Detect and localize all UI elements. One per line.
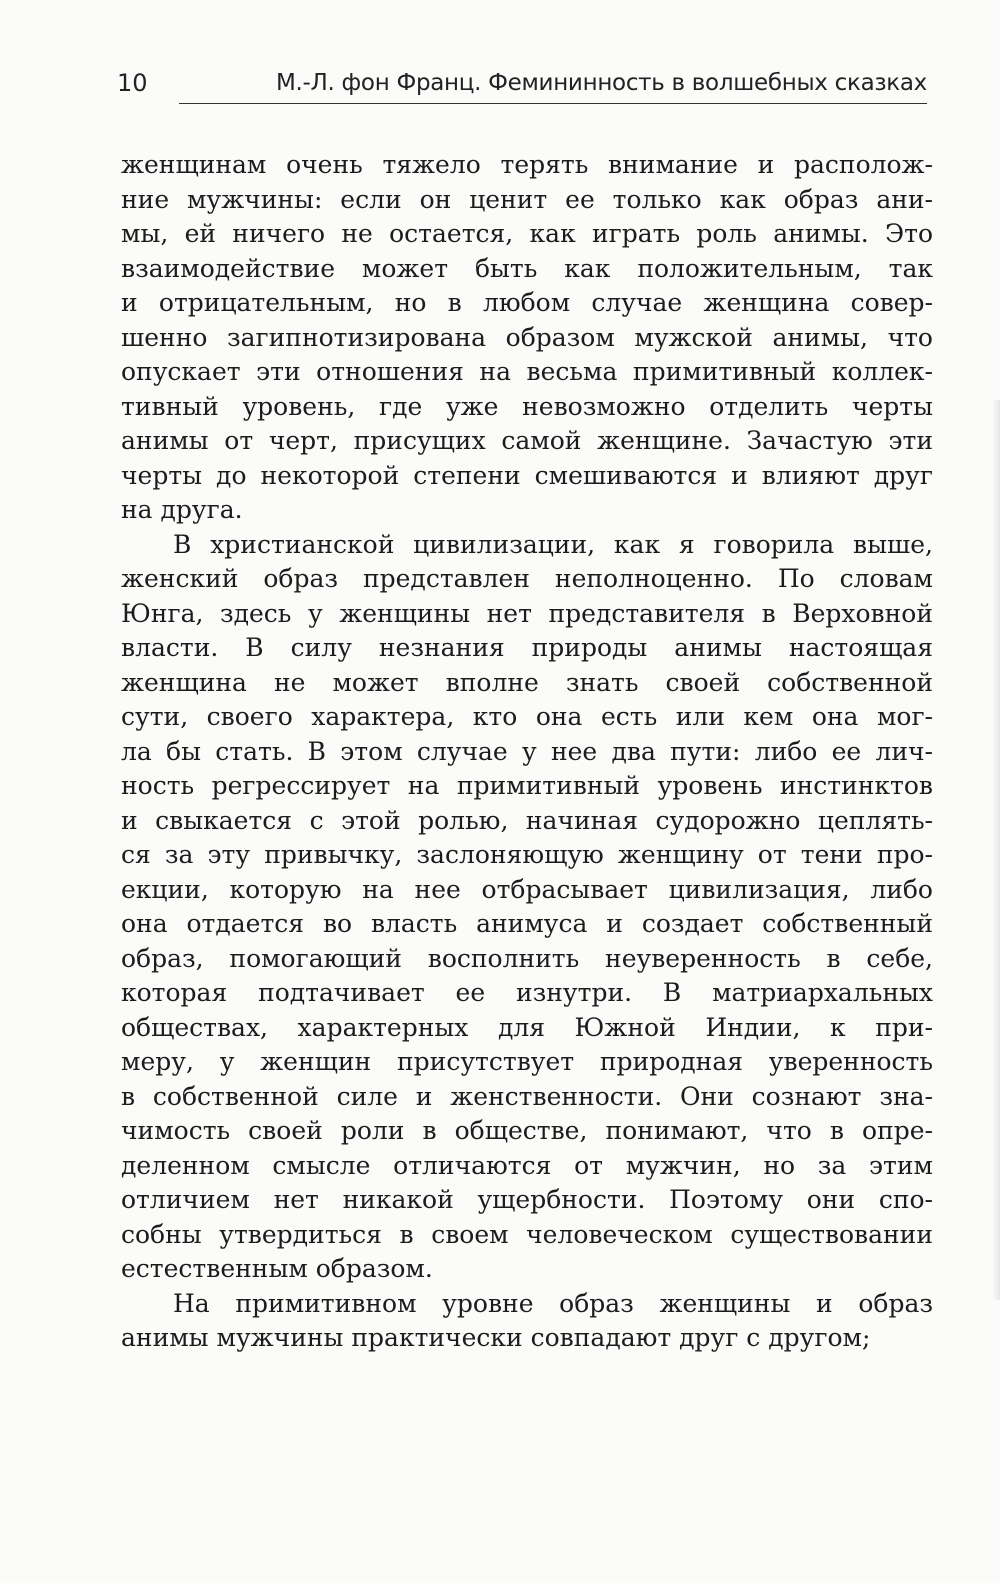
text-line: анимы от черт, присущих самой женщине. Зачастую эти bbox=[121, 426, 933, 455]
text-line: чимость своей роли в обществе, понимают, что в опре- bbox=[121, 1116, 933, 1145]
text-line: екции, которую на нее отбрасывает цивилизация, либо bbox=[121, 874, 933, 904]
text-line: мы, ей ничего не остается, как играть роль анимы. Это bbox=[121, 219, 933, 248]
text-line: анимы мужчины практически совпадают друг с другом; bbox=[121, 1323, 871, 1352]
text-line: обществах, характерных для Южной Индии, к при- bbox=[121, 1012, 933, 1042]
text-line: На примитивном уровне образ женщины и образ bbox=[173, 1288, 933, 1318]
text-line: черты до некоторой степени смешиваются и влияют друг bbox=[121, 460, 933, 490]
text-line: и свыкается с этой ролью, начиная судорожно цеплять- bbox=[121, 805, 933, 835]
header-rule bbox=[179, 103, 927, 104]
text-line: деленном смысле отличаются от мужчин, но за этим bbox=[121, 1150, 933, 1180]
text-line: сути, своего характера, кто она есть или кем она мог- bbox=[121, 702, 933, 731]
text-line: образ, помогающий восполнить неуверенность в себе, bbox=[121, 943, 933, 973]
paragraph bbox=[121, 148, 933, 528]
text-line: и отрицательным, но в любом случае женщина совер- bbox=[121, 288, 933, 317]
text-line: собны утвердиться в своем человеческом существовании bbox=[121, 1219, 933, 1249]
text-line: на друга. bbox=[121, 495, 243, 524]
running-header bbox=[117, 64, 927, 104]
text-line: взаимодействие может быть как положительным, так bbox=[121, 253, 933, 283]
page-number: 10 bbox=[117, 69, 148, 97]
paragraph bbox=[121, 1287, 933, 1356]
text-line: В христианской цивилизации, как я говорила выше, bbox=[173, 529, 933, 559]
text-line: женщина не может вполне знать своей собственной bbox=[121, 667, 933, 697]
text-line: в собственной силе и женственности. Они сознают зна- bbox=[121, 1081, 933, 1111]
body-text bbox=[121, 148, 933, 1356]
paragraph bbox=[121, 528, 933, 1287]
text-line: Юнга, здесь у женщины нет представителя в Верховной bbox=[121, 598, 933, 628]
text-line: женщинам очень тяжело терять внимание и располож- bbox=[121, 150, 933, 179]
running-title: М.-Л. фон Франц. Фемининность в волшебных сказках bbox=[275, 70, 927, 96]
page-edge-shadow bbox=[992, 400, 1000, 1300]
text-line: она отдается во власть анимуса и создает собственный bbox=[121, 909, 933, 938]
text-line: отличием нет никакой ущербности. Поэтому они спо- bbox=[121, 1185, 933, 1214]
text-line: естественным образом. bbox=[121, 1254, 433, 1283]
text-line: которая подтачивает ее изнутри. В матриархальных bbox=[121, 978, 933, 1007]
text-line: ние мужчины: если он ценит ее только как образ ани- bbox=[121, 184, 933, 214]
text-line: ся за эту привычку, заслоняющую женщину от тени про- bbox=[121, 840, 933, 869]
text-line: шенно загипнотизирована образом мужской анимы, что bbox=[121, 322, 933, 352]
text-line: ность регрессирует на примитивный уровень инстинктов bbox=[121, 771, 933, 800]
text-line: опускает эти отношения на весьма примитивный коллек- bbox=[121, 357, 933, 386]
text-line: женский образ представлен неполноценно. По словам bbox=[121, 564, 933, 593]
text-line: меру, у женщин присутствует природная уверенность bbox=[121, 1047, 933, 1076]
text-line: тивный уровень, где уже невозможно отделить черты bbox=[121, 391, 933, 421]
text-line: власти. В силу незнания природы анимы настоящая bbox=[121, 633, 933, 662]
text-line: ла бы стать. В этом случае у нее два пути: либо ее лич- bbox=[121, 736, 933, 766]
